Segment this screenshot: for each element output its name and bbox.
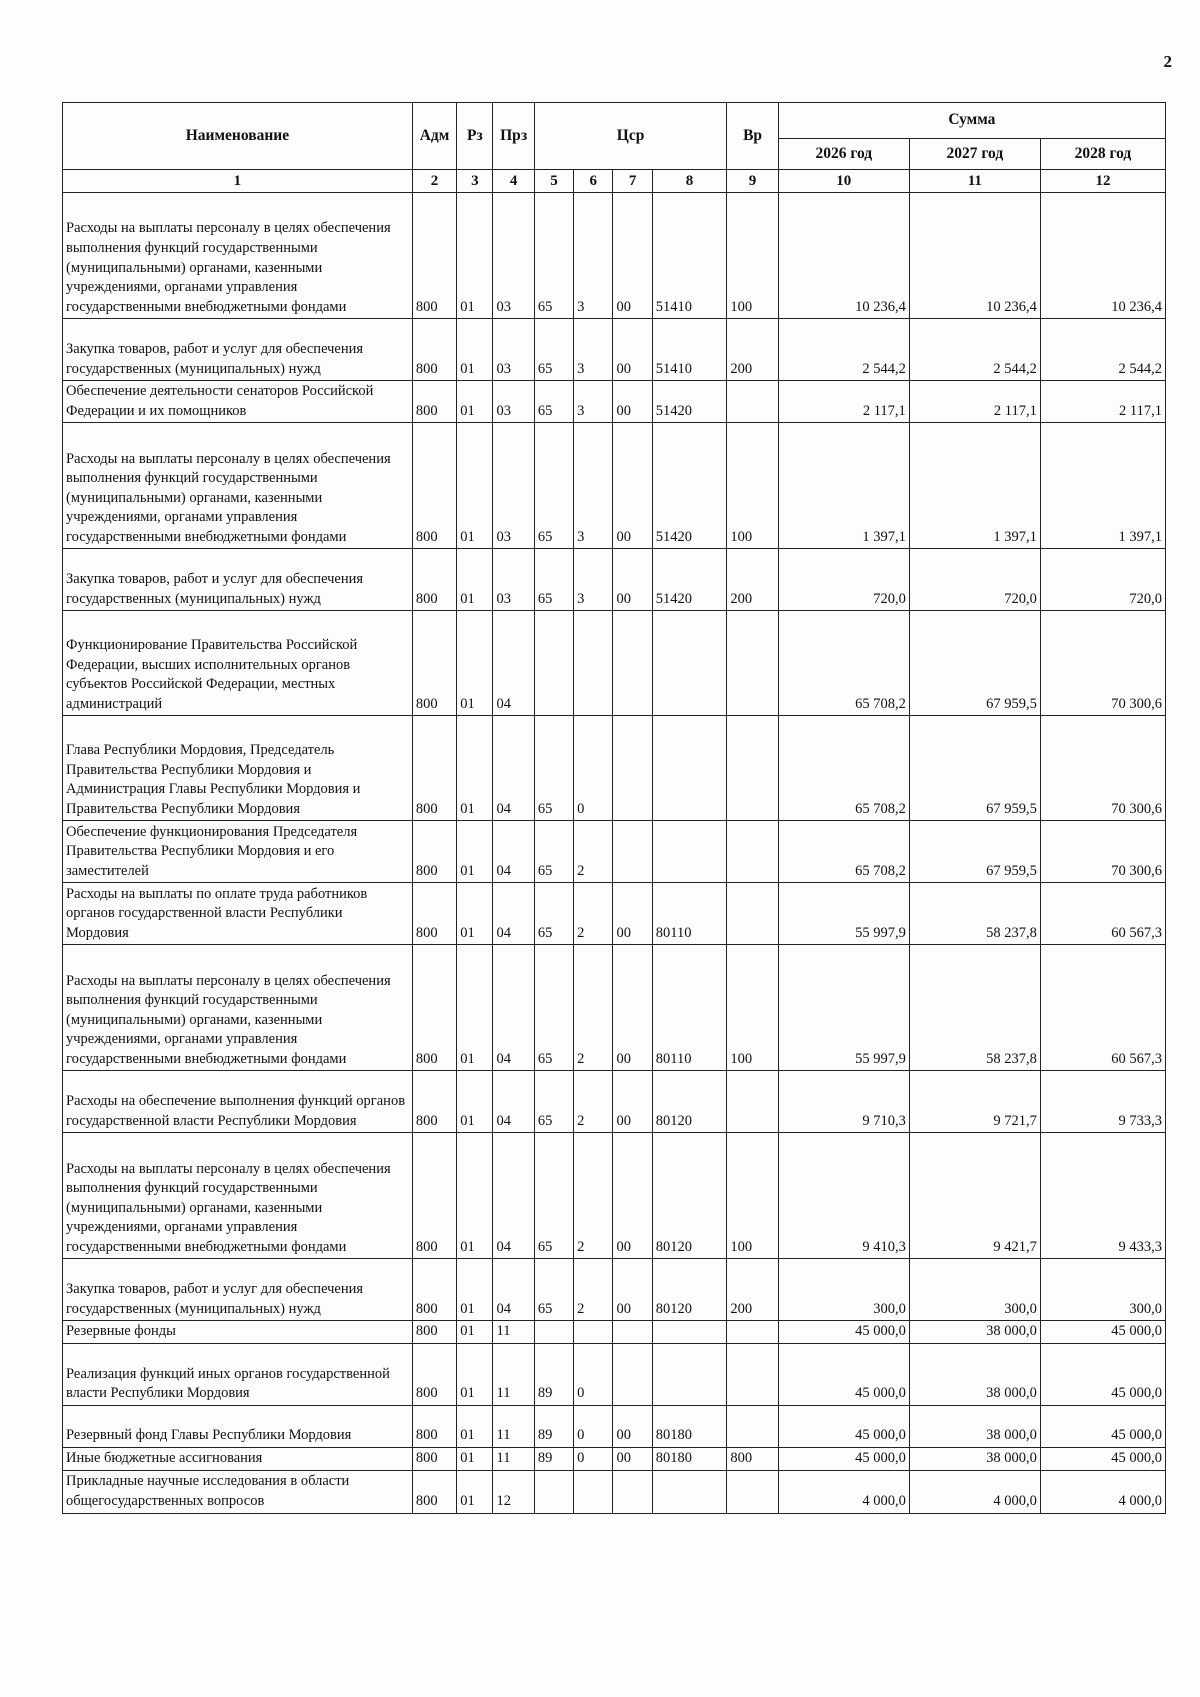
row-rz: 01: [457, 611, 493, 716]
row-name: Расходы на обеспечение выполнения функций органов государственной власти Республики Мордовия: [63, 1071, 413, 1133]
row-sum-2026: 65 708,2: [778, 716, 909, 821]
row-rz: 01: [457, 716, 493, 821]
table-row: [63, 193, 1166, 319]
row-rz: 01: [457, 1259, 493, 1321]
table-row: [63, 1321, 1166, 1344]
column-number: 4: [493, 170, 534, 193]
row-adm: 800: [412, 1470, 456, 1513]
row-sum-2027: 67 959,5: [909, 611, 1040, 716]
row-csr-7: [613, 716, 652, 821]
row-rz: 01: [457, 423, 493, 549]
row-csr-8: 51420: [652, 423, 727, 549]
row-sum-2026: 65 708,2: [778, 821, 909, 883]
row-csr-7: 00: [613, 381, 652, 423]
row-csr-6: 2: [574, 883, 613, 945]
row-csr-8: 51420: [652, 381, 727, 423]
column-number: 3: [457, 170, 493, 193]
row-vr: [727, 611, 778, 716]
row-sum-2028: 60 567,3: [1040, 945, 1165, 1071]
table-body: [63, 193, 1166, 1513]
table-row: [63, 883, 1166, 945]
column-number: 9: [727, 170, 778, 193]
row-adm: 800: [412, 1343, 456, 1405]
row-name: Расходы на выплаты персоналу в целях обеспечения выполнения функций государственными (муниципальными) органами, казенными учреждениями, органами управления государственными внебюджетными фондами: [63, 1133, 413, 1259]
row-prz: 03: [493, 423, 534, 549]
row-sum-2027: 2 117,1: [909, 381, 1040, 423]
row-csr-6: 3: [574, 423, 613, 549]
row-prz: 04: [493, 716, 534, 821]
row-adm: 800: [412, 1405, 456, 1447]
row-prz: 03: [493, 549, 534, 611]
row-csr-5: 89: [534, 1343, 573, 1405]
row-csr-8: [652, 1470, 727, 1513]
row-prz: 04: [493, 1071, 534, 1133]
row-sum-2027: 67 959,5: [909, 821, 1040, 883]
row-csr-8: 80180: [652, 1405, 727, 1447]
row-name: Глава Республики Мордовия, Председатель Правительства Республики Мордовия и Администрация Главы Республики Мордовия и Правительства Республики Мордовия: [63, 716, 413, 821]
row-sum-2026: 55 997,9: [778, 883, 909, 945]
row-csr-5: 65: [534, 945, 573, 1071]
row-csr-7: 00: [613, 1405, 652, 1447]
row-sum-2028: 45 000,0: [1040, 1405, 1165, 1447]
row-sum-2028: 300,0: [1040, 1259, 1165, 1321]
row-sum-2028: 70 300,6: [1040, 821, 1165, 883]
row-csr-5: 65: [534, 1071, 573, 1133]
row-csr-7: [613, 1321, 652, 1344]
row-csr-5: 65: [534, 821, 573, 883]
row-sum-2026: 45 000,0: [778, 1447, 909, 1470]
column-number: 10: [778, 170, 909, 193]
row-csr-8: 80110: [652, 945, 727, 1071]
row-csr-5: 65: [534, 1259, 573, 1321]
row-adm: 800: [412, 1259, 456, 1321]
row-csr-5: 65: [534, 716, 573, 821]
table-row: [63, 381, 1166, 423]
row-csr-8: [652, 716, 727, 821]
row-csr-6: [574, 1321, 613, 1344]
row-csr-6: 3: [574, 193, 613, 319]
table-row: [63, 1071, 1166, 1133]
row-vr: [727, 821, 778, 883]
row-csr-7: [613, 821, 652, 883]
row-sum-2028: 720,0: [1040, 549, 1165, 611]
row-csr-6: [574, 611, 613, 716]
header-csr: Цср: [534, 103, 727, 170]
row-rz: 01: [457, 821, 493, 883]
row-adm: 800: [412, 716, 456, 821]
row-csr-6: 3: [574, 381, 613, 423]
row-sum-2027: 1 397,1: [909, 423, 1040, 549]
row-adm: 800: [412, 611, 456, 716]
column-number: 5: [534, 170, 573, 193]
header-name: Наименование: [63, 103, 413, 170]
column-number: 6: [574, 170, 613, 193]
row-sum-2027: 300,0: [909, 1259, 1040, 1321]
row-csr-6: 0: [574, 716, 613, 821]
row-sum-2026: 720,0: [778, 549, 909, 611]
header-year-2026: 2026 год: [778, 139, 909, 170]
row-sum-2027: 9 721,7: [909, 1071, 1040, 1133]
row-csr-6: 2: [574, 945, 613, 1071]
row-sum-2026: 9 710,3: [778, 1071, 909, 1133]
row-sum-2027: 38 000,0: [909, 1321, 1040, 1344]
row-vr: 100: [727, 193, 778, 319]
row-name: Резервный фонд Главы Республики Мордовия: [63, 1405, 413, 1447]
row-csr-8: [652, 1343, 727, 1405]
row-csr-7: 00: [613, 423, 652, 549]
table-row: [63, 319, 1166, 381]
row-sum-2028: 45 000,0: [1040, 1321, 1165, 1344]
row-csr-7: 00: [613, 193, 652, 319]
row-sum-2028: 1 397,1: [1040, 423, 1165, 549]
row-csr-5: [534, 1321, 573, 1344]
budget-table: [62, 102, 1166, 1514]
row-csr-5: 65: [534, 193, 573, 319]
row-name: Обеспечение деятельности сенаторов Российской Федерации и их помощников: [63, 381, 413, 423]
row-sum-2026: 45 000,0: [778, 1343, 909, 1405]
row-csr-8: 51420: [652, 549, 727, 611]
row-csr-5: [534, 1470, 573, 1513]
row-csr-7: [613, 1470, 652, 1513]
row-csr-8: 80120: [652, 1259, 727, 1321]
row-adm: 800: [412, 1071, 456, 1133]
row-sum-2027: 10 236,4: [909, 193, 1040, 319]
row-sum-2027: 4 000,0: [909, 1470, 1040, 1513]
column-number: 8: [652, 170, 727, 193]
column-number: 12: [1040, 170, 1165, 193]
column-number: 11: [909, 170, 1040, 193]
row-sum-2028: 70 300,6: [1040, 611, 1165, 716]
row-sum-2028: 45 000,0: [1040, 1447, 1165, 1470]
row-name: Расходы на выплаты персоналу в целях обеспечения выполнения функций государственными (муниципальными) органами, казенными учреждениями, органами управления государственными внебюджетными фондами: [63, 193, 413, 319]
row-csr-8: 51410: [652, 193, 727, 319]
row-csr-5: 65: [534, 1133, 573, 1259]
row-name: Закупка товаров, работ и услуг для обеспечения государственных (муниципальных) нужд: [63, 549, 413, 611]
row-csr-6: 2: [574, 1071, 613, 1133]
row-csr-6: 2: [574, 1133, 613, 1259]
header-sum: Сумма: [778, 103, 1165, 139]
row-rz: 01: [457, 549, 493, 611]
row-csr-6: 3: [574, 549, 613, 611]
row-csr-8: 80120: [652, 1071, 727, 1133]
row-csr-5: 65: [534, 883, 573, 945]
row-adm: 800: [412, 423, 456, 549]
row-vr: 100: [727, 945, 778, 1071]
row-name: Реализация функций иных органов государственной власти Республики Мордовия: [63, 1343, 413, 1405]
row-sum-2026: 10 236,4: [778, 193, 909, 319]
row-vr: [727, 1405, 778, 1447]
row-prz: 11: [493, 1405, 534, 1447]
row-name: Функционирование Правительства Российской Федерации, высших исполнительных органов субъектов Российской Федерации, местных администраций: [63, 611, 413, 716]
row-name: Резервные фонды: [63, 1321, 413, 1344]
row-vr: 100: [727, 1133, 778, 1259]
row-prz: 04: [493, 611, 534, 716]
row-csr-7: 00: [613, 319, 652, 381]
header-prz: Прз: [493, 103, 534, 170]
row-name: Закупка товаров, работ и услуг для обеспечения государственных (муниципальных) нужд: [63, 1259, 413, 1321]
row-vr: 100: [727, 423, 778, 549]
row-sum-2027: 38 000,0: [909, 1343, 1040, 1405]
row-sum-2027: 38 000,0: [909, 1447, 1040, 1470]
row-sum-2026: 300,0: [778, 1259, 909, 1321]
row-sum-2028: 10 236,4: [1040, 193, 1165, 319]
row-sum-2028: 9 433,3: [1040, 1133, 1165, 1259]
row-name: Иные бюджетные ассигнования: [63, 1447, 413, 1470]
row-prz: 04: [493, 821, 534, 883]
table-row: [63, 423, 1166, 549]
page-number: 2: [1163, 52, 1172, 71]
row-csr-8: 80180: [652, 1447, 727, 1470]
row-sum-2026: 9 410,3: [778, 1133, 909, 1259]
row-sum-2028: 70 300,6: [1040, 716, 1165, 821]
row-sum-2027: 38 000,0: [909, 1405, 1040, 1447]
table-row: [63, 716, 1166, 821]
row-csr-7: 00: [613, 1447, 652, 1470]
row-adm: 800: [412, 1133, 456, 1259]
table-row: [63, 821, 1166, 883]
row-vr: 800: [727, 1447, 778, 1470]
row-vr: [727, 1321, 778, 1344]
row-vr: 200: [727, 319, 778, 381]
row-adm: 800: [412, 319, 456, 381]
row-csr-7: 00: [613, 883, 652, 945]
table-row: [63, 1133, 1166, 1259]
row-rz: 01: [457, 1405, 493, 1447]
row-vr: 200: [727, 1259, 778, 1321]
row-rz: 01: [457, 319, 493, 381]
row-rz: 01: [457, 381, 493, 423]
row-prz: 03: [493, 381, 534, 423]
row-rz: 01: [457, 1071, 493, 1133]
table-row: [63, 1259, 1166, 1321]
row-csr-7: 00: [613, 1071, 652, 1133]
row-rz: 01: [457, 883, 493, 945]
table-row: [63, 611, 1166, 716]
row-sum-2028: 2 117,1: [1040, 381, 1165, 423]
row-name: Прикладные научные исследования в области общегосударственных вопросов: [63, 1470, 413, 1513]
row-csr-6: [574, 1470, 613, 1513]
row-sum-2028: 9 733,3: [1040, 1071, 1165, 1133]
table-row: [63, 1447, 1166, 1470]
row-csr-5: 65: [534, 549, 573, 611]
row-sum-2026: 55 997,9: [778, 945, 909, 1071]
row-csr-7: 00: [613, 945, 652, 1071]
row-prz: 04: [493, 883, 534, 945]
row-csr-5: 89: [534, 1447, 573, 1470]
column-number: 7: [613, 170, 652, 193]
column-number-row: [63, 170, 1166, 193]
row-prz: 03: [493, 193, 534, 319]
row-csr-8: [652, 611, 727, 716]
row-prz: 12: [493, 1470, 534, 1513]
row-prz: 03: [493, 319, 534, 381]
row-csr-8: [652, 821, 727, 883]
table-row: [63, 549, 1166, 611]
row-csr-7: [613, 611, 652, 716]
row-vr: [727, 1343, 778, 1405]
row-name: Расходы на выплаты персоналу в целях обеспечения выполнения функций государственными (муниципальными) органами, казенными учреждениями, органами управления государственными внебюджетными фондами: [63, 945, 413, 1071]
table-row: [63, 1405, 1166, 1447]
row-adm: 800: [412, 821, 456, 883]
row-adm: 800: [412, 1321, 456, 1344]
row-sum-2026: 4 000,0: [778, 1470, 909, 1513]
row-sum-2027: 58 237,8: [909, 883, 1040, 945]
row-csr-6: 3: [574, 319, 613, 381]
row-sum-2026: 65 708,2: [778, 611, 909, 716]
row-rz: 01: [457, 1321, 493, 1344]
row-csr-8: 80110: [652, 883, 727, 945]
row-prz: 04: [493, 1133, 534, 1259]
row-sum-2026: 2 117,1: [778, 381, 909, 423]
row-sum-2028: 4 000,0: [1040, 1470, 1165, 1513]
row-csr-5: 65: [534, 381, 573, 423]
row-vr: [727, 883, 778, 945]
row-adm: 800: [412, 1447, 456, 1470]
row-prz: 04: [493, 1259, 534, 1321]
row-sum-2027: 720,0: [909, 549, 1040, 611]
row-sum-2028: 60 567,3: [1040, 883, 1165, 945]
row-sum-2027: 2 544,2: [909, 319, 1040, 381]
row-csr-6: 0: [574, 1447, 613, 1470]
row-csr-5: 65: [534, 423, 573, 549]
header-adm: Адм: [412, 103, 456, 170]
row-adm: 800: [412, 883, 456, 945]
column-number: 2: [412, 170, 456, 193]
row-sum-2026: 1 397,1: [778, 423, 909, 549]
row-prz: 11: [493, 1343, 534, 1405]
row-rz: 01: [457, 193, 493, 319]
row-csr-7: 00: [613, 1133, 652, 1259]
row-csr-8: [652, 1321, 727, 1344]
row-sum-2026: 2 544,2: [778, 319, 909, 381]
row-vr: [727, 1470, 778, 1513]
row-rz: 01: [457, 1343, 493, 1405]
row-prz: 04: [493, 945, 534, 1071]
row-csr-6: 2: [574, 821, 613, 883]
row-rz: 01: [457, 945, 493, 1071]
row-sum-2028: 2 544,2: [1040, 319, 1165, 381]
row-sum-2028: 45 000,0: [1040, 1343, 1165, 1405]
table-row: [63, 945, 1166, 1071]
row-sum-2027: 67 959,5: [909, 716, 1040, 821]
row-name: Расходы на выплаты по оплате труда работников органов государственной власти Республики Мордовия: [63, 883, 413, 945]
row-name: Закупка товаров, работ и услуг для обеспечения государственных (муниципальных) нужд: [63, 319, 413, 381]
row-csr-8: 80120: [652, 1133, 727, 1259]
table-row: [63, 1343, 1166, 1405]
column-number: 1: [63, 170, 413, 193]
row-csr-7: 00: [613, 1259, 652, 1321]
row-vr: [727, 1071, 778, 1133]
header-vr: Вр: [727, 103, 778, 170]
row-csr-6: 0: [574, 1405, 613, 1447]
row-csr-7: [613, 1343, 652, 1405]
row-prz: 11: [493, 1321, 534, 1344]
row-adm: 800: [412, 945, 456, 1071]
row-csr-5: 89: [534, 1405, 573, 1447]
row-sum-2027: 58 237,8: [909, 945, 1040, 1071]
row-vr: [727, 716, 778, 821]
row-csr-6: 0: [574, 1343, 613, 1405]
row-prz: 11: [493, 1447, 534, 1470]
row-vr: 200: [727, 549, 778, 611]
row-name: Обеспечение функционирования Председателя Правительства Республики Мордовия и его заместителей: [63, 821, 413, 883]
row-rz: 01: [457, 1470, 493, 1513]
row-csr-5: 65: [534, 319, 573, 381]
header-rz: Рз: [457, 103, 493, 170]
header-year-2028: 2028 год: [1040, 139, 1165, 170]
row-adm: 800: [412, 549, 456, 611]
row-adm: 800: [412, 193, 456, 319]
row-csr-6: 2: [574, 1259, 613, 1321]
row-rz: 01: [457, 1447, 493, 1470]
row-sum-2027: 9 421,7: [909, 1133, 1040, 1259]
row-name: Расходы на выплаты персоналу в целях обеспечения выполнения функций государственными (муниципальными) органами, казенными учреждениями, органами управления государственными внебюджетными фондами: [63, 423, 413, 549]
table-row: [63, 1470, 1166, 1513]
row-rz: 01: [457, 1133, 493, 1259]
row-adm: 800: [412, 381, 456, 423]
row-sum-2026: 45 000,0: [778, 1321, 909, 1344]
row-csr-5: [534, 611, 573, 716]
row-sum-2026: 45 000,0: [778, 1405, 909, 1447]
row-csr-7: 00: [613, 549, 652, 611]
header-year-2027: 2027 год: [909, 139, 1040, 170]
row-csr-8: 51410: [652, 319, 727, 381]
row-vr: [727, 381, 778, 423]
